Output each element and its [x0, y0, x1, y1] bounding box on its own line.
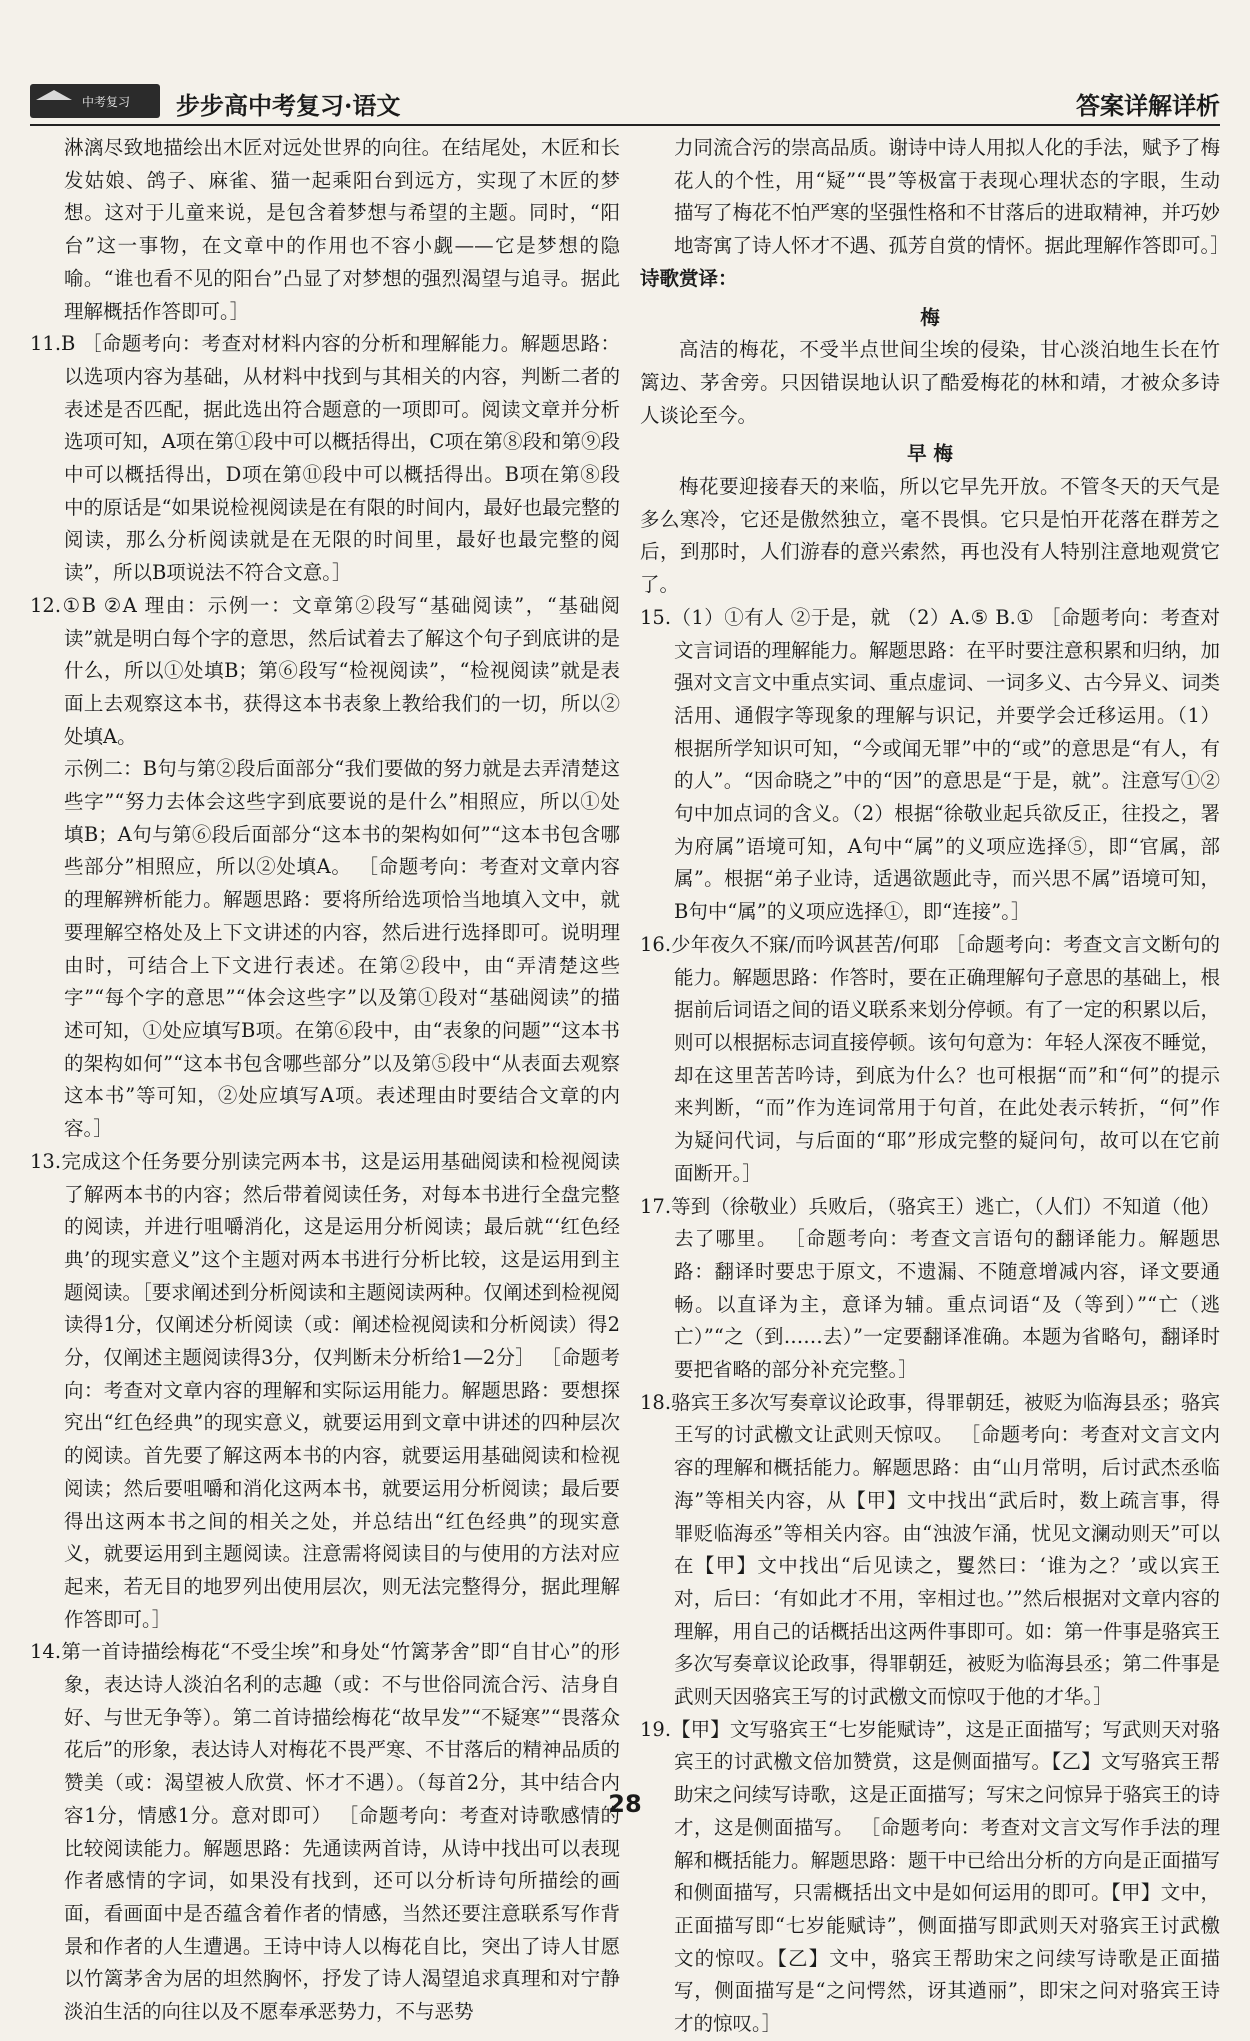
answer-15: 15.（1）①有人 ②于是，就 （2）A.⑤ B.① ［命题考向：考查对文言词语的理解能力。解题思路：在平时要注意积累和归纳，加强对文言文中重点实词、重点虚词、一词多义、古今异义、词类活用、通假字等现象的理解与识记，并要学会迁移运用。（1）根据所学知识可知，“今或闻无罪”中的“或”的意思是“有人，有的人”。“因命晓之”中的“因”的意思是“于是，就”。注意写①②句中加点词的含义。（2）根据“徐敬业起兵欲反正，往投之，署为府属”语境可知，A句中“属”的义项应选择⑤，即“官属，部属”。根据“弟子业诗，适遇欲题此寺，而兴思不属”语境可知，B句中“属”的义项应选择①，即“连接”。］: [640, 605, 1221, 924]
answer-12-example-2: 示例二：B句与第②段后面部分“我们要做的努力就是去弄清楚这些字”“努力去体会这些字到底要说的是什么”相照应，所以①处填B；A句与第⑥段后面部分“这本书的架构如何”“这本书包含哪些部分”相照应，所以②处填A。 ［命题考向：考查对文章内容的理解辨析能力。解题思路：要将所给选项恰当地填入文中，就要理解空格处及上下文讲述的内容，然后进行选择即可。说明理由时，可结合上下文进行表述。在第②段中，由“弄清楚这些字”“每个字的意思”“体会这些字”以及第①段对“基础阅读”的描述可知，①处应填写B项。在第⑥段中，由“表象的问题”“这本书的架构如何”“这本书包含哪些部分”以及第⑤段中“从表面去观察这本书”等可知，②处应填写A项。表述理由时要结合文章的内容。］: [64, 757, 620, 1141]
section-title: 答案详解详析: [1076, 91, 1220, 120]
left-column: [30, 132, 620, 2029]
answer-13: 13.完成这个任务要分别读完两本书，这是运用基础阅读和检视阅读了解两本书的内容；然后带着阅读任务，对每本书进行全盘完整的阅读，并进行咀嚼消化，这是运用分析阅读；最后就“‘红色经典’的现实意义”这个主题对两本书进行分析比较，这是运用到主题阅读。［要求阐述到分析阅读和主题阅读两种。仅阐述到检视阅读得1分，仅阐述分析阅读（或：阐述检视阅读和分析阅读）得2分，仅阐述主题阅读得3分，仅判断未分析给1—2分］ ［命题考向：考查对文章内容的理解和实际运用能力。解题思路：要想探究出“红色经典”的现实意义，就要运用到文章中讲述的四种层次的阅读。首先要了解这两本书的内容，就要运用基础阅读和检视阅读；然后要咀嚼和消化这两本书，就要运用分析阅读；最后要得出这两本书之间的相关之处，并总结出“红色经典”的现实意义，就要运用到主题阅读。注意需将阅读目的与使用的方法对应起来，若无目的地罗列出使用层次，则无法完整得分，据此理解作答即可。］: [30, 1149, 620, 1631]
answer-11: 11.B ［命题考向：考查对材料内容的分析和理解能力。解题思路：以选项内容为基础，从材料中找到与其相关的内容，判断二者的表述是否匹配，据此选出符合题意的一项即可。阅读文章并分析选项可知，A项在第①段中可以概括得出，C项在第⑧段和第⑨段中可以概括得出，D项在第⑪段中可以概括得出。B项在第⑧段中的原话是“如果说检视阅读是在有限的时间内，最好也最完整的阅读，那么分析阅读就是在无限的时间里，最好也最完整的阅读”，所以B项说法不符合文意。］: [30, 332, 620, 585]
poem-appreciation-heading: 诗歌赏译：: [640, 266, 738, 290]
answer-12: 12.①B ②A 理由：示例一：文章第②段写“基础阅读”，“基础阅读”就是明白每个字的意思，然后试着去了解这个句子到底讲的是什么，所以①处填B；第⑥段写“检视阅读”，“检视阅读”就是表面上去观察这本书，获得这本书表象上教给我们的一切，所以②处填A。: [30, 593, 620, 748]
poem-2-title: 早 梅: [907, 442, 953, 466]
poem-1-title: 梅: [920, 305, 940, 329]
answer-17: 17.等到（徐敬业）兵败后，（骆宾王）逃亡，（人们）不知道（他）去了哪里。 ［命题考向：考查文言语句的翻译能力。解题思路：翻译时要忠于原文，不遗漏、不随意增减内容，译文要通畅。以直译为主，意译为辅。重点词语“及（等到）”“亡（逃亡）”“之（到……去）”一定要翻译准确。本题为省略句，翻译时要把省略的部分补充完整。］: [640, 1194, 1220, 1382]
page-header: [30, 72, 1220, 126]
publisher-logo: [30, 84, 160, 118]
poem-1-translation: 高洁的梅花，不受半点世间尘埃的侵染，甘心淡泊地生长在竹篱边、茅舍旁。只因错误地认识了酷爱梅花的林和靖，才被众多诗人谈论至今。: [640, 338, 1220, 427]
answer-14-continued: 力同流合污的崇高品质。谢诗中诗人用拟人化的手法，赋予了梅花人的个性，用“疑”“畏”等极富于表现心理状态的字眼，生动描写了梅花不怕严寒的坚强性格和不甘落后的进取精神，并巧妙地寄寓了诗人怀才不遇、孤芳自赏的情怀。据此理解作答即可。］: [674, 136, 1230, 258]
logo-text: 中考复习: [82, 95, 131, 109]
answer-14: 14.第一首诗描绘梅花“不受尘埃”和身处“竹篱茅舍”即“自甘心”的形象，表达诗人淡泊名利的志趣（或：不与世俗同流合污、洁身自好、与世无争等）。第二首诗描绘梅花“故早发”“不疑寒”“畏落众花后”的形象，表达诗人对梅花不畏严寒、不甘落后的精神品质的赞美（或：渴望被人欣赏、怀才不遇）。（每首2分，其中结合内容1分，情感1分。意对即可） ［命题考向：考查对诗歌感情的比较阅读能力。解题思路：先通读两首诗，从诗中找出可以表现作者感情的字词，如果没有找到，还可以分析诗句所描绘的画面，看画面中是否蕴含着作者的情感，当然还要注意联系写作背景和作者的人生遭遇。王诗中诗人以梅花自比，突出了诗人甘愿以竹篱茅舍为居的坦然胸怀，抒发了诗人渴望追求真理和对宁静淡泊生活的向往以及不愿奉承恶势力，不与恶势: [30, 1640, 620, 2024]
answer-18: 18.骆宾王多次写奏章议论政事，得罪朝廷，被贬为临海县丞；骆宾王写的讨武檄文让武则天惊叹。 ［命题考向：考查对文言文内容的理解和概括能力。解题思路：由“山月常明，后讨武杰丞临海”等相关内容，从【甲】文中找出“武后时，数上疏言事，得罪贬临海丞”等相关内容。由“浊波乍涌，忧见文澜动则天”可以在【甲】文中找出“后见读之，矍然曰：‘谁为之？’或以宾王对，后曰：‘有如此才不用，宰相过也。’”然后根据对文章内容的理解，用自己的话概括出这两件事即可。如：第一件事是骆宾王多次写奏章议论政事，得罪朝廷，被贬为临海县丞；第二件事是武则天因骆宾王写的讨武檄文而惊叹于他的才华。］: [640, 1390, 1221, 1709]
right-column: [640, 132, 1230, 2041]
answer-16: 16.少年夜久不寐/而吟讽甚苦/何耶 ［命题考向：考查文言文断句的能力。解题思路：作答时，要在正确理解句子意思的基础上，根据前后词语之间的语义联系来划分停顿。有了一定的积累以后，则可以根据标志词直接停顿。该句句意为：年轻人深夜不睡觉，却在这里苦苦吟诗，到底为什么？也可根据“而”和“何”的提示来判断，“而”作为连词常用于句首，在此处表示转折，“何”作为疑问代词，与后面的“耶”形成完整的疑问句，故可以在它前面断开。］: [640, 932, 1221, 1185]
building-icon: [36, 88, 72, 100]
poem-2-translation: 梅花要迎接春天的来临，所以它早先开放。不管冬天的天气是多么寒冷，它还是傲然独立，毫不畏惧。它只是怕开花落在群芳之后，到那时，人们游春的意兴索然，再也没有人特别注意地观赏它了。: [640, 475, 1220, 597]
book-title: 步步高中考复习·语文: [176, 91, 401, 120]
page-number: 28: [608, 1790, 642, 1818]
answer-19: 19.【甲】文写骆宾王“七岁能赋诗”，这是正面描写；写武则天对骆宾王的讨武檄文倍加赞赏，这是侧面描写。【乙】文写骆宾王帮助宋之问续写诗歌，这是正面描写；写宋之问惊异于骆宾王的诗才，这是侧面描写。 ［命题考向：考查对文言文写作手法的理解和概括能力。解题思路：题干中已给出分析的方向是正面描写和侧面描写，只需概括出文中是如何运用的即可。【甲】文中，正面描写即“七岁能赋诗”，侧面描写即武则天对骆宾王讨武檄文的惊叹。【乙】文中，骆宾王帮助宋之问续写诗歌是正面描写，侧面描写是“之问愕然，讶其遒丽”，即宋之问对骆宾王诗才的惊叹。］: [640, 1717, 1221, 2036]
answer-10-continued: 淋漓尽致地描绘出木匠对远处世界的向往。在结尾处，木匠和长发姑娘、鸽子、麻雀、猫一起乘阳台到远方，实现了木匠的梦想。这对于儿童来说，是包含着梦想与希望的主题。同时，“阳台”这一事物，在文章中的作用也不容小觑——它是梦想的隐喻。“谁也看不见的阳台”凸显了对梦想的强烈渴望与追寻。据此理解概括作答即可。］: [64, 136, 620, 323]
